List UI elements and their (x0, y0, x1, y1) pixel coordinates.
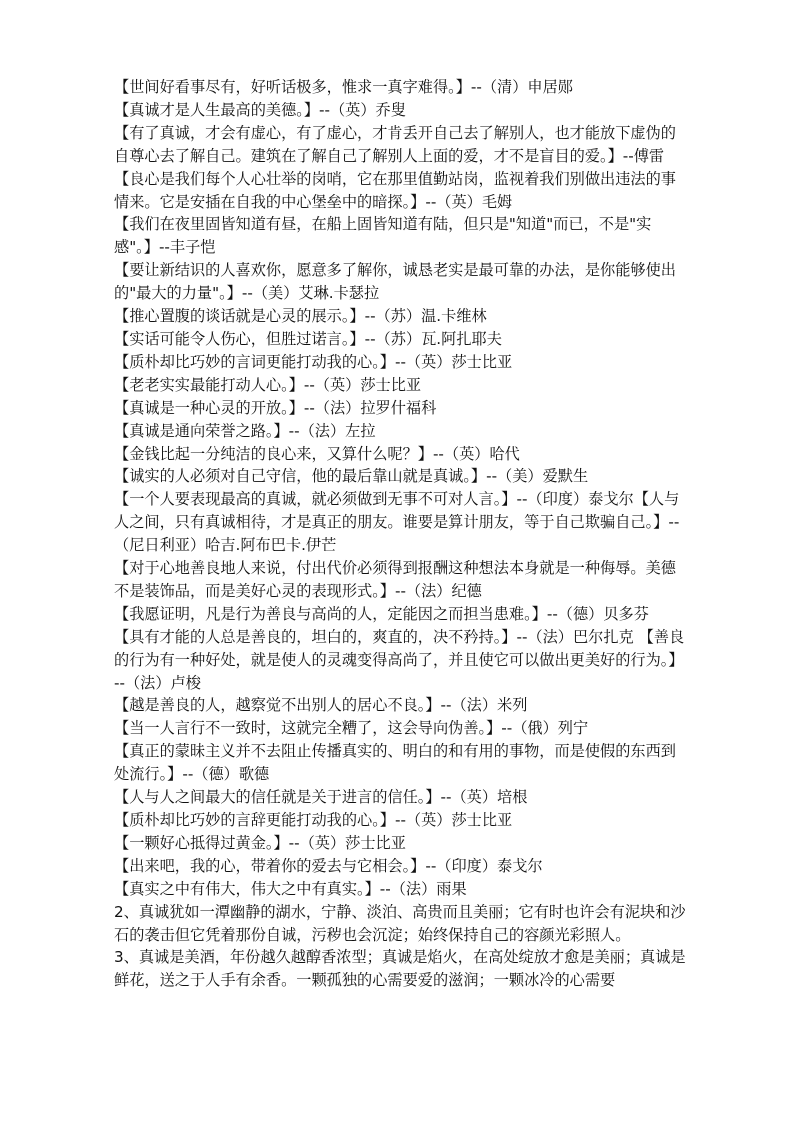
quote-paragraph: 【真诚是一种心灵的开放。】--（法）拉罗什福科 (114, 398, 437, 417)
quote-paragraph: 【真诚才是人生最高的美德。】--（英）乔叟 (114, 100, 406, 119)
quote-paragraph: 【对于心地善良地人来说，付出代价必须得到报酬这种想法本身就是一种侮辱。美德不是装饰品，而是美好心灵的表现形式。】--（法）纪德 (114, 559, 676, 600)
quote-paragraph: 【越是善良的人，越察觉不出别人的居心不良。】--（法）米列 (114, 696, 528, 715)
quote-paragraph: 【一颗好心抵得过黄金。】--（英）莎士比亚 (114, 833, 406, 852)
quote-paragraph: 【一个人要表现最高的真诚，就必须做到无事不可对人言。】--（印度）泰戈尔【人与人之间，只有真诚相待，才是真正的朋友。谁要是算计朋友，等于自己欺骗自己。】--（尼日利亚）哈吉.阿布巴卡.伊芒 (114, 490, 680, 555)
quote-paragraph: 【我们在夜里固皆知道有昼，在船上固皆知道有陆，但只是"知道"而已，不是"实感"。】--丰子恺 (114, 215, 652, 257)
quote-paragraph: 【金钱比起一分纯洁的良心来，又算什么呢？】--（英）哈代 (114, 444, 520, 463)
quote-paragraph: 【世间好看事尽有，好听话极多，惟求一真字难得。】--（清）申居郧 (114, 78, 573, 96)
numbered-paragraph: 3、真诚是美酒，年份越久越醇香浓型；真诚是焰火，在高处绽放才愈是美丽；真诚是鲜花，送之于人手有余香。一颗孤独的心需要爱的滋润；一颗冰冷的心需要 (114, 948, 686, 990)
quote-paragraph: 【具有才能的人总是善良的，坦白的，爽直的，决不矜持。】--（法）巴尔扎克 【善良的行为有一种好处，就是使人的灵魂变得高尚了，并且使它可以做出更美好的行为。】--（法）卢梭 (114, 627, 685, 692)
quote-paragraph: 【我愿证明，凡是行为善良与高尚的人，定能因之而担当患难。】--（德）贝多芬 (114, 604, 649, 623)
document-body (114, 76, 688, 992)
quote-paragraph: 【有了真诚，才会有虚心，有了虚心，才肯丢开自己去了解别人，也才能放下虚伪的自尊心去了解自己。建筑在了解自己了解别人上面的爱，才不是盲目的爱。】--傅雷 (114, 123, 676, 165)
quote-paragraph: 【质朴却比巧妙的言辞更能打动我的心。】--（英）莎士比亚 (114, 811, 513, 829)
quote-paragraph: 【真正的蒙昧主义并不去阻止传播真实的、明白的和有用的事物，而是使假的东西到处流行。】--（德）歌德 (114, 742, 676, 784)
quote-paragraph: 【诚实的人必须对自己守信，他的最后靠山就是真诚。】--（美）爱默生 (114, 467, 589, 486)
quote-paragraph: 【人与人之间最大的信任就是关于进言的信任。】--（英）培根 (114, 788, 528, 807)
quote-paragraph: 【实话可能令人伤心，但胜过诺言。】--（苏）瓦.阿扎耶夫 (114, 329, 502, 348)
quote-paragraph: 【当一人言行不一致时，这就完全糟了，这会导向伪善。】--（俄）列宁 (114, 719, 589, 738)
quote-paragraph: 【要让新结识的人喜欢你，愿意多了解你，诚恳老实是最可靠的办法，是你能够使出的"最大的力量"。】--（美）艾琳.卡瑟拉 (114, 261, 676, 303)
quote-paragraph: 【真实之中有伟大，伟大之中有真实。】--（法）雨果 (114, 879, 467, 898)
quote-paragraph: 【良心是我们每个人心壮举的岗哨，它在那里值勤站岗，监视着我们别做出违法的事情来。它是安插在自我的中心堡垒中的暗探。】--（英）毛姆 (114, 169, 676, 211)
quote-paragraph: 【推心置腹的谈话就是心灵的展示。】--（苏）温.卡维林 (114, 307, 487, 326)
quote-paragraph: 【老老实实最能打动人心。】--（英）莎士比亚 (114, 375, 422, 394)
quote-paragraph: 【质朴却比巧妙的言词更能打动我的心。】--（英）莎士比亚 (114, 352, 513, 371)
quote-paragraph: 【出来吧，我的心，带着你的爱去与它相会。】--（印度）泰戈尔 (114, 856, 543, 875)
numbered-paragraph: 2、真诚犹如一潭幽静的湖水，宁静、淡泊、高贵而且美丽；它有时也许会有泥块和沙石的袭击但它凭着那份自诚，污秽也会沉淀；始终保持自己的容颜光彩照人。 (114, 902, 686, 944)
quote-paragraph: 【真诚是通向荣誉之路。】--（法）左拉 (114, 421, 376, 440)
